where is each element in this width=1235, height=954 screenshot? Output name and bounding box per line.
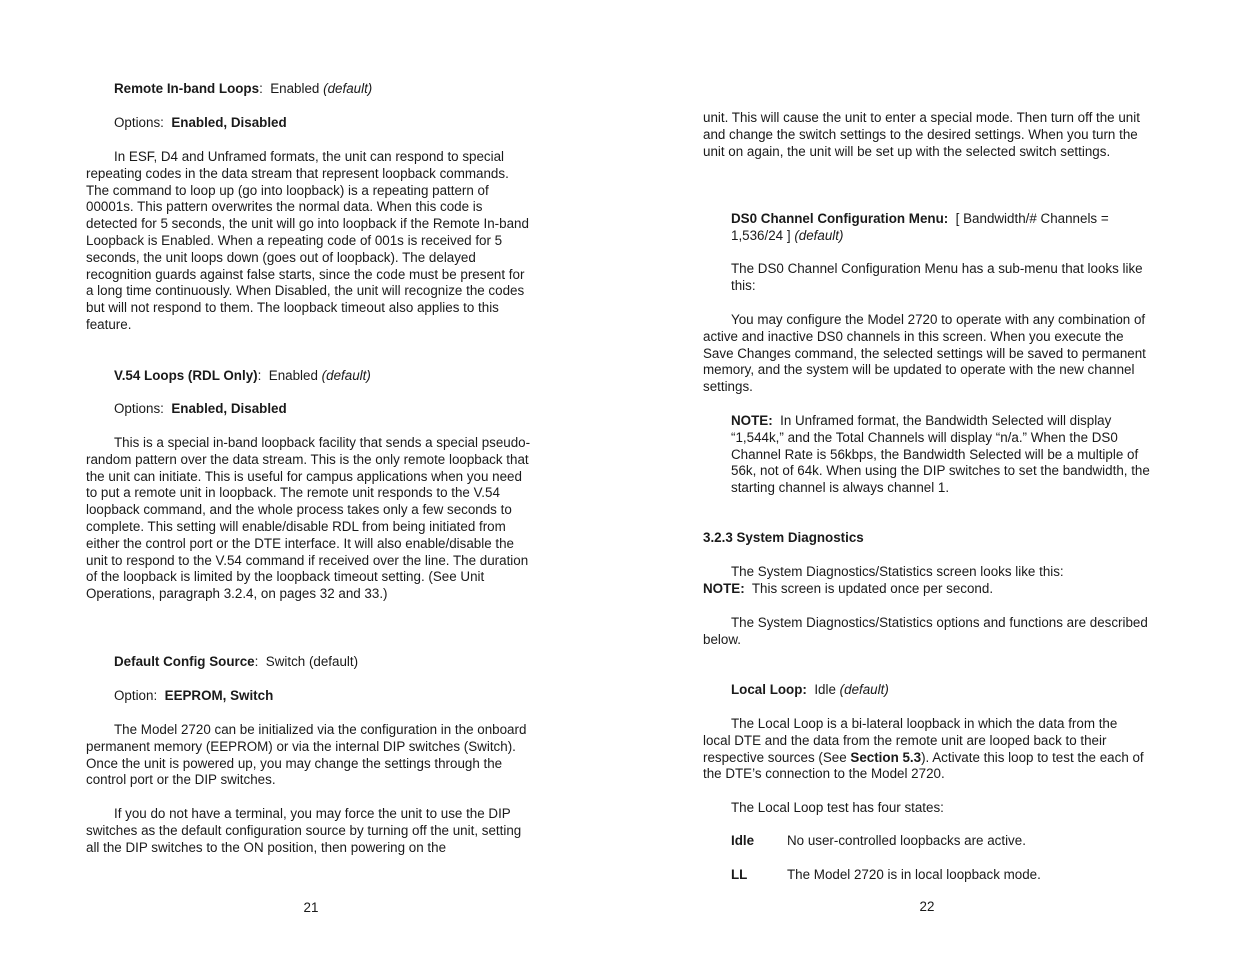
left-page [0,0,617,954]
page-number-right: 22 [919,899,935,914]
remote-inband-options-line [114,115,554,132]
state-term: LL [731,867,748,882]
remote-inband-heading: Remote In-band Loops [114,81,260,96]
remote-inband-options-label: Options: [114,115,164,130]
local-loop-states-intro: The Local Loop test has four states: [731,800,944,815]
diagnostics-heading-text: 3.2.3 System Diagnostics [703,530,864,545]
state-desc: No user-controlled loopbacks are active. [787,833,1026,848]
remote-inband-heading-line: Remote In-band Loops: Enabled (default) [114,81,373,96]
right-page [617,0,1235,954]
default-config-heading: Default Config Source [114,654,255,669]
local-loop-heading: Local Loop: [731,682,807,697]
local-loop-value: Idle [814,682,836,697]
diagnostics-intro: The System Diagnostics/Statistics screen looks like this: [731,564,1064,579]
state-row-idle [731,833,1151,850]
ds0-value: [ Bandwidth/# Channels = 1,536/24 ] [731,211,1109,243]
state-desc: The Model 2720 is in local loopback mode. [787,867,1041,882]
default-config-option-label: Option: [114,688,158,703]
state-row-ll [731,867,1151,884]
local-loop-paragraph [703,716,1148,783]
local-loop-para-before: The Local Loop is a bi-lateral loopback in which the data from the local DTE and the data from the remote unit are looped back to their respective sources (See [703,716,1118,765]
diagnostics-note-label: NOTE: [703,581,745,596]
ds0-note-text: In Unframed format, the Bandwidth Selected will display “1,544k,” and the Total Channels will display “n/a.” When the DS0 Channel Rate is 56kbps, the Bandwidth Selected will be a multiple of 56k, not of 64k. When using the DIP switches to set the bandwidth, the starting channel is always channel 1. [731,413,1150,496]
default-config-paragraph-2: If you do not have a terminal, you may force the unit to use the DIP switches as the default configuration source by turning off the unit, setting all the DIP switches to the ON position, then powering on the [86,806,522,855]
ds0-note-label: NOTE: [731,413,773,428]
remote-inband-options-values: Enabled, Disabled [171,115,287,130]
ds0-note [731,413,1151,497]
remote-inband-value: Enabled [270,81,320,96]
remote-inband-default: (default) [323,81,373,96]
v54-options-line [114,401,554,418]
ds0-heading-line [731,211,1151,245]
default-config-option-values: EEPROM, Switch [164,688,274,703]
diagnostics-paragraph: The System Diagnostics/Statistics options and functions are described below. [703,615,1148,647]
v54-options-label: Options: [114,401,164,416]
v54-value: Enabled [268,368,318,383]
ds0-paragraph-1: The DS0 Channel Configuration Menu has a sub-menu that looks like this: [731,261,1143,293]
v54-paragraph: This is a special in-band loopback facility that sends a special pseudo-random pattern over the data stream. This is the only remote loopback that the unit can initiate. This is useful for campus applications when you need to put a remote unit in loopback. The remote unit responds to the V.54 loopback command, and the whole process takes only a few seconds to complete. This setting will enable/disable RDL from being initiated from either the control port or the DTE interface. It will also enable/disable the unit to respond to the V.54 command if received over the line. The duration of the loopback is limited by the loopback timeout setting. (See Unit Operations, paragraph 3.2.4, on pages 32 and 33.) [86,435,531,602]
default-config-heading-line: Default Config Source: Switch (default) [114,654,359,669]
local-loop-heading-line [731,682,1151,699]
diagnostics-note [703,581,1148,598]
local-loop-section-ref: Section 5.3 [850,749,922,765]
continuation-paragraph: unit. This will cause the unit to enter a special mode. Then turn off the unit and change the switch settings to the desired settings. When you turn the unit on again, the unit will be set up with the selected switch settings. [703,110,1140,159]
default-config-option-line [114,688,554,705]
diagnostics-heading [703,530,1148,547]
local-loop-default: (default) [839,682,889,697]
v54-default: (default) [321,368,371,383]
page-number-left: 21 [303,900,319,915]
diagnostics-note-text: This screen is updated once per second. [751,581,994,596]
v54-heading: V.54 Loops (RDL Only) [114,368,258,383]
default-config-value: Switch (default) [265,654,359,669]
v54-heading-line: V.54 Loops (RDL Only): Enabled (default) [114,368,371,383]
ds0-default: (default) [794,227,844,243]
default-config-paragraph-1: The Model 2720 can be initialized via the configuration in the onboard permanent memory (EEPROM) or via the internal DIP switches (Switch). Once the unit is powered up, you may change the settings through the control port or the DIP switches. [86,722,527,788]
remote-inband-paragraph: In ESF, D4 and Unframed formats, the unit can respond to special repeating codes in the data stream that represent loopback commands. The command to loop up (go into loopback) is a repeating pattern of 00001s. This pattern overwrites the normal data. When this code is detected for 5 seconds, the unit will go into loopback if the Remote In-band Loopback is Enabled. When a repeating code of 001s is received for 5 seconds, the unit loops down (goes out of loopback). The delayed recognition guards against false starts, since the code must be present for a long time continuously. When Disabled, the unit will recognize the codes but will not respond to them. The loopback timeout also applies to this feature. [86,149,529,332]
state-term: Idle [731,833,755,848]
local-loop-para-after: ). Activate this loop to test the each of the DTE’s connection to the Model 2720. [703,749,1144,782]
v54-options-values: Enabled, Disabled [171,401,287,416]
ds0-heading: DS0 Channel Configuration Menu: [731,211,949,226]
ds0-paragraph-2: You may configure the Model 2720 to operate with any combination of active and inactive DS0 channels in this screen. When you execute the Save Changes command, the selected settings will be saved to permanent memory, and the system will be updated to operate with the new channel settings. [703,312,1146,395]
